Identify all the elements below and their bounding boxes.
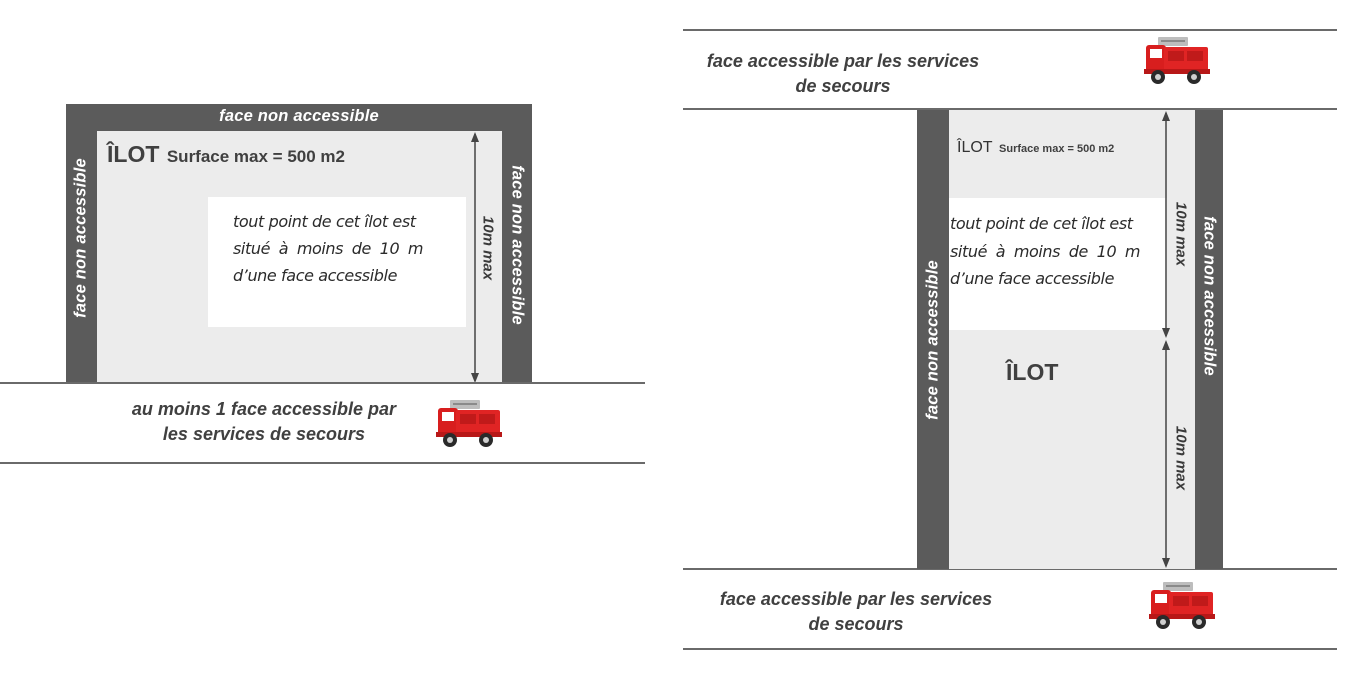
fire-truck-icon <box>1144 35 1212 87</box>
left-road-bottom-line <box>0 462 645 464</box>
left-road-top-line <box>0 382 645 384</box>
left-ilot-label: ÎLOT <box>107 141 160 167</box>
fire-truck-icon <box>436 398 504 450</box>
right-right-wall-label: face non accessible <box>1200 216 1219 376</box>
right-ilot-top-label: ÎLOT <box>957 139 993 156</box>
right-bottom-road-bottom-line <box>683 648 1337 650</box>
right-dimension-upper-label: 10m max <box>1172 201 1190 267</box>
left-note-line-2: situé à moins de 10 m <box>233 239 424 258</box>
left-note-line-3: d’une face accessible <box>233 266 398 285</box>
left-top-wall-label: face non accessible <box>219 107 379 125</box>
left-road-label <box>105 397 423 447</box>
right-bottom-road-label <box>697 587 1015 637</box>
right-bottom-road-label-line-2: de secours <box>808 614 904 634</box>
right-left-wall-label: face non accessible <box>923 260 942 420</box>
right-dimension-arrows <box>1157 110 1177 570</box>
left-road-label-line-2: les services de secours <box>162 424 366 444</box>
right-top-road-label-line-1: face accessible par les services <box>706 51 980 71</box>
left-right-wall-label: face non accessible <box>508 165 527 325</box>
left-road-label-line-1: au moins 1 face accessible par <box>131 399 397 419</box>
right-bottom-road-label-line-1: face accessible par les services <box>719 589 993 609</box>
right-note-line-3: d’une face accessible <box>950 269 1115 288</box>
left-surface-label: Surface max = 500 m2 <box>166 147 345 166</box>
right-note-line-2: situé à moins de 10 m <box>950 242 1141 261</box>
right-surface-label: Surface max = 500 m2 <box>999 143 1115 155</box>
fire-truck-icon <box>1149 580 1217 632</box>
right-dimension-lower-label: 10m max <box>1172 425 1190 491</box>
right-top-road-label <box>684 49 1002 99</box>
left-dimension-label: 10m max <box>479 215 497 281</box>
left-note-line-1: tout point de cet îlot est <box>233 212 416 231</box>
left-ilot-title <box>107 141 345 168</box>
left-left-wall-label: face non accessible <box>71 158 90 318</box>
right-ilot-middle-label: ÎLOT <box>1006 359 1059 385</box>
right-top-road-top-line <box>683 29 1337 31</box>
left-note-box <box>208 197 466 327</box>
right-top-road-label-line-2: de secours <box>795 76 891 96</box>
right-ilot-top-title <box>957 139 1114 157</box>
right-note-box <box>949 198 1167 330</box>
right-note-line-1: tout point de cet îlot est <box>950 214 1133 233</box>
